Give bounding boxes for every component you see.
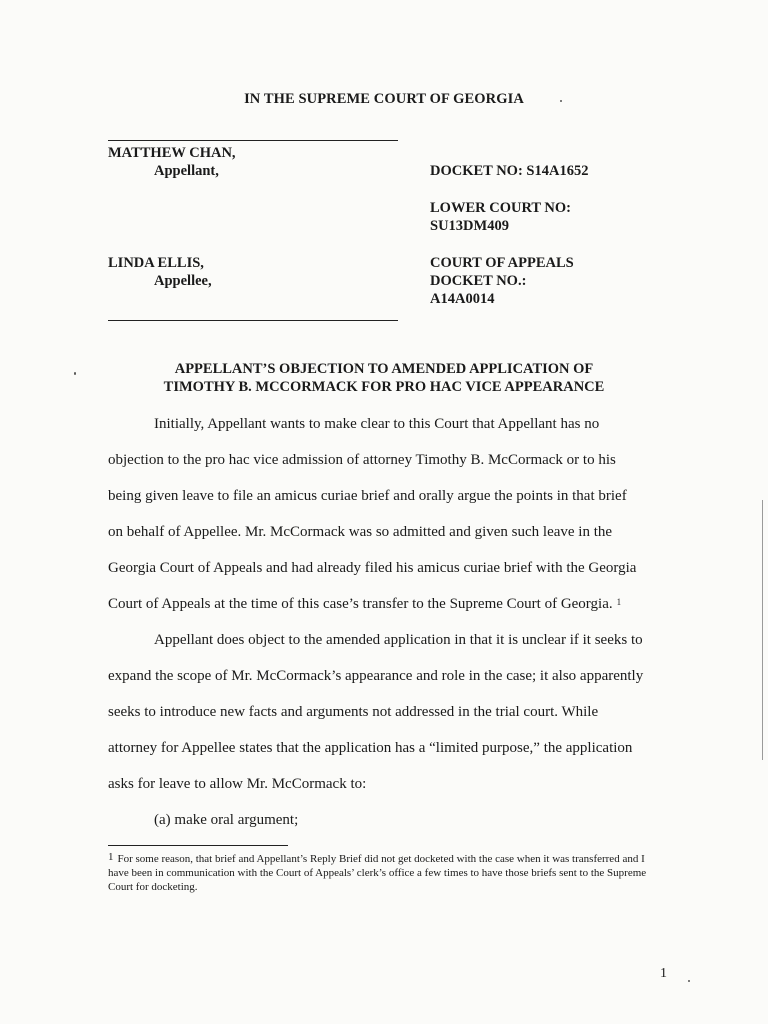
- body-line-8: expand the scope of Mr. McCormack’s appearance and role in the case; it also apparently: [108, 668, 644, 684]
- appellee-name: LINDA ELLIS,: [108, 255, 204, 271]
- document-heading-line-1: APPELLANT’S OBJECTION TO AMENDED APPLICATION OF: [174, 361, 594, 377]
- body-line-4: on behalf of Appellee. Mr. McCormack was so admitted and given such leave in the: [108, 524, 613, 540]
- caption-top-rule: [108, 140, 398, 141]
- coa-docket-number: A14A0014: [430, 291, 495, 307]
- scan-speck: [560, 100, 562, 102]
- body-line-1: Initially, Appellant wants to make clear to this Court that Appellant has no: [154, 416, 600, 432]
- document-heading-line-2: TIMOTHY B. MCCORMACK FOR PRO HAC VICE APPEARANCE: [163, 379, 605, 395]
- footnote-reference: 1: [616, 597, 622, 607]
- page-number: 1: [660, 966, 667, 981]
- coa-label: COURT OF APPEALS: [430, 255, 574, 271]
- body-line-6: [108, 594, 621, 614]
- body-line-10: attorney for Appellee states that the application has a “limited purpose,” the application: [108, 740, 633, 756]
- coa-docket-label: DOCKET NO.:: [430, 273, 527, 289]
- body-line-11: asks for leave to allow Mr. McCormack to:: [108, 776, 367, 792]
- footnote-marker: 1: [108, 851, 114, 863]
- scan-speck: [74, 372, 76, 375]
- scan-speck: [688, 980, 690, 982]
- body-line-3: being given leave to file an amicus curiae brief and orally argue the points in that brief: [108, 488, 627, 504]
- body-line-2: objection to the pro hac vice admission of attorney Timothy B. McCormack or to his: [108, 452, 616, 468]
- appellee-role: Appellee,: [154, 273, 212, 289]
- caption-bottom-rule: [108, 320, 398, 321]
- lower-court-number: SU13DM409: [430, 218, 509, 234]
- appellant-role: Appellant,: [154, 163, 219, 179]
- appellant-name: MATTHEW CHAN,: [108, 145, 236, 161]
- lower-court-label: LOWER COURT NO:: [430, 200, 572, 216]
- body-line-12: (a) make oral argument;: [154, 812, 299, 828]
- body-line-5: Georgia Court of Appeals and had already filed his amicus curiae brief with the Georgia: [108, 560, 637, 576]
- footnote-separator: [108, 845, 288, 846]
- court-title: IN THE SUPREME COURT OF GEORGIA: [244, 91, 524, 107]
- docket-number: DOCKET NO: S14A1652: [430, 163, 589, 179]
- scan-edge-mark: [762, 500, 763, 760]
- footnote-text: For some reason, that brief and Appellant’s Reply Brief did not get docketed with the case when it was transferred and I have been in communication with the Court of Appeals’ clerk’s office a few times to have those briefs sent to the Supreme Court for docketing.: [108, 853, 647, 893]
- body-line-6-text: Court of Appeals at the time of this case’s transfer to the Supreme Court of Georgia.: [108, 596, 613, 612]
- body-line-7: Appellant does object to the amended application in that it is unclear if it seeks to: [154, 632, 643, 648]
- footnote: [108, 852, 668, 894]
- body-line-9: seeks to introduce new facts and arguments not addressed in the trial court. While: [108, 704, 599, 720]
